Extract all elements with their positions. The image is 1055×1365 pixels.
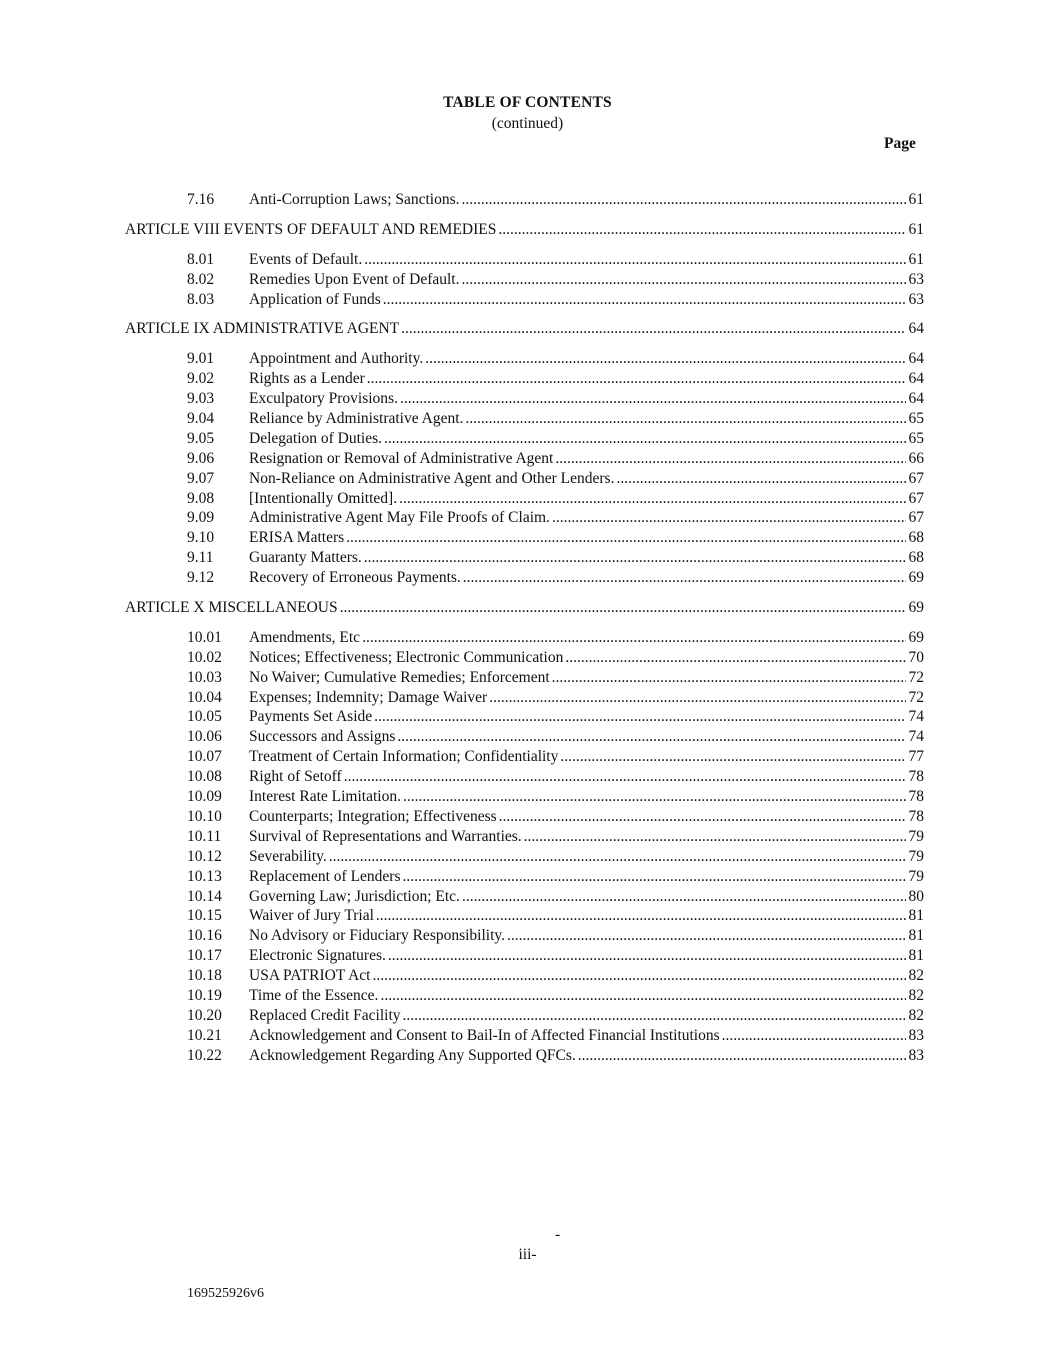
dot-leader [555,449,905,469]
section-number: 10.14 [187,887,222,905]
toc-entry [249,429,924,449]
toc-entry [249,946,924,966]
toc-entry [125,598,924,618]
entry-title: Non-Reliance on Administrative Agent and Other Lenders. [249,469,615,487]
dot-leader [340,598,906,618]
toc-entry [249,290,924,310]
entry-page-number: 69 [908,599,924,617]
toc-entry [249,389,924,409]
entry-page-number: 65 [908,410,924,428]
entry-page-number: 72 [908,688,924,706]
section-number: 10.03 [187,668,222,686]
toc-entry [249,489,924,509]
toc-entry [249,270,924,290]
entry-title: Expenses; Indemnity; Damage Waiver [249,688,488,706]
toc-entry [249,926,924,946]
toc-section-row [0,489,1055,509]
section-number: 10.10 [187,807,222,825]
section-number: 10.04 [187,688,222,706]
dot-leader [463,568,906,588]
section-number: 9.11 [187,549,214,567]
entry-page-number: 67 [908,469,924,487]
toc-section-row [0,767,1055,787]
entry-title: ERISA Matters [249,529,345,547]
section-number: 10.11 [187,827,222,845]
toc-section-row [0,847,1055,867]
toc-section-row [0,449,1055,469]
entry-title: Appointment and Authority. [249,350,424,368]
toc-entry [249,787,924,807]
entry-title: Governing Law; Jurisdiction; Etc. [249,887,460,905]
entry-page-number: 63 [908,270,924,288]
entry-page-number: 61 [908,220,924,238]
entry-title: Application of Funds [249,290,381,308]
entry-title: Successors and Assigns [249,728,396,746]
entry-title: Waiver of Jury Trial [249,907,374,925]
toc-section-row [0,747,1055,767]
section-number: 9.04 [187,410,215,428]
dot-leader [399,489,905,509]
entry-title: Treatment of Certain Information; Confidentiality [249,748,559,766]
entry-page-number: 72 [908,668,924,686]
toc-entry [125,220,924,240]
section-number: 10.05 [187,708,222,726]
entry-title: Acknowledgement and Consent to Bail-In of Affected Financial Institutions [249,1026,720,1044]
toc-entry [249,369,924,389]
entry-page-number: 78 [908,768,924,786]
toc-section-row [0,1046,1055,1066]
section-number: 9.06 [187,449,215,467]
toc-section-row [0,787,1055,807]
entry-title: Notices; Effectiveness; Electronic Communication [249,648,564,666]
dot-leader [364,250,905,270]
dot-leader [383,290,906,310]
toc-entry [249,986,924,1006]
toc-section-row [0,369,1055,389]
section-number: 10.17 [187,947,222,965]
section-number: 7.16 [187,191,215,208]
toc-entry [249,727,924,747]
entry-title: Exculpatory Provisions. [249,390,398,408]
entry-title: Anti-Corruption Laws; Sanctions. [249,191,460,208]
dot-leader [552,508,906,528]
entry-title: No Advisory or Fiduciary Responsibility. [249,927,506,945]
entry-page-number: 82 [908,1006,924,1024]
dot-leader [397,727,905,747]
toc-section-row [0,867,1055,887]
dot-leader [552,668,906,688]
entry-page-number: 81 [908,927,924,945]
entry-page-number: 77 [908,748,924,766]
dot-leader [462,190,906,210]
entry-page-number: 81 [908,947,924,965]
entry-title: USA PATRIOT Act [249,967,371,985]
section-number: 9.01 [187,350,215,368]
toc-section-row [0,628,1055,648]
section-number: 10.15 [187,907,222,925]
dot-leader [578,1046,906,1066]
entry-page-number: 64 [908,370,924,388]
toc-subtitle: (continued) [491,115,564,132]
toc-section-row [0,887,1055,907]
entry-page-number: 61 [908,250,924,268]
entry-title: Counterparts; Integration; Effectiveness [249,807,497,825]
toc-section-row [0,548,1055,568]
dot-leader [524,827,906,847]
toc-section-row [0,707,1055,727]
entry-page-number: 82 [908,967,924,985]
entry-title: Replacement of Lenders [249,867,401,885]
entry-title: Electronic Signatures. [249,947,386,965]
toc-entry [249,807,924,827]
dot-leader [372,966,905,986]
dot-leader [388,946,906,966]
dot-leader [461,270,905,290]
entry-page-number: 68 [908,549,924,567]
dot-leader [560,747,905,767]
dot-leader [507,926,905,946]
dot-leader [400,389,906,409]
toc-section-row [0,528,1055,548]
toc-entry [249,250,924,270]
toc-section-row [0,389,1055,409]
toc-section-row [0,1026,1055,1046]
entry-page-number: 78 [908,807,924,825]
dot-leader [462,887,906,907]
toc-section-row [0,727,1055,747]
toc-title: TABLE OF CONTENTS [443,94,612,111]
entry-page-number: 64 [908,350,924,368]
toc-article-row [0,220,1055,240]
entry-title: Administrative Agent May File Proofs of Claim. [249,509,550,527]
entry-title: ARTICLE VIII EVENTS OF DEFAULT AND REMEDIES [125,220,497,238]
entry-page-number: 63 [908,290,924,308]
section-number: 10.13 [187,867,222,885]
dot-leader [329,847,906,867]
toc-entry [249,887,924,907]
toc-section-row [0,648,1055,668]
toc-section-row [0,926,1055,946]
toc-section-row [0,429,1055,449]
entry-page-number: 68 [908,529,924,547]
toc-section-row [0,290,1055,310]
toc-entry [249,449,924,469]
dot-leader [384,429,905,449]
entry-title: Right of Setoff [249,768,342,786]
toc-section-row [0,190,1055,210]
section-number: 10.12 [187,847,222,865]
entry-page-number: 69 [908,628,924,646]
section-number: 10.22 [187,1046,222,1064]
entry-title: Payments Set Aside [249,708,373,726]
toc-entry [249,827,924,847]
section-number: 9.12 [187,569,215,587]
dot-leader [374,707,905,727]
toc-entry [249,747,924,767]
toc-section-row [0,349,1055,369]
toc-entry [249,867,924,887]
section-number: 10.18 [187,967,222,985]
section-number: 10.06 [187,728,222,746]
entry-page-number: 81 [908,907,924,925]
entry-title: Interest Rate Limitation. [249,788,401,806]
document-id: 169525926v6 [187,1286,264,1301]
entry-page-number: 66 [908,449,924,467]
toc-section-row [0,1006,1055,1026]
toc-entry [249,668,924,688]
section-number: 8.01 [187,250,215,268]
toc-entry [249,1046,924,1066]
entry-title: Rights as a Lender [249,370,365,388]
dot-leader [465,409,905,429]
section-number: 9.08 [187,489,215,507]
entry-page-number: 61 [908,191,924,208]
section-number: 10.20 [187,1006,222,1024]
dot-leader [616,469,905,489]
toc-list [0,190,1055,1066]
entry-page-number: 79 [908,827,924,845]
entry-page-number: 83 [908,1046,924,1064]
entry-page-number: 74 [908,728,924,746]
dot-leader [362,628,905,648]
entry-title: Amendments, Etc [249,628,361,646]
entry-title: [Intentionally Omitted]. [249,489,398,507]
page-column-heading: Page [884,135,916,152]
section-number: 9.05 [187,429,215,447]
section-number: 10.01 [187,628,222,646]
entry-title: Reliance by Administrative Agent. [249,410,464,428]
toc-entry [249,528,924,548]
entry-title: Acknowledgement Regarding Any Supported QFCs. [249,1046,576,1064]
entry-title: Remedies Upon Event of Default. [249,270,460,288]
section-number: 10.21 [187,1026,222,1044]
entry-page-number: 78 [908,788,924,806]
dot-leader [403,1006,906,1026]
toc-entry [249,469,924,489]
toc-section-row [0,906,1055,926]
entry-title: No Waiver; Cumulative Remedies; Enforcement [249,668,550,686]
entry-title: Replaced Credit Facility [249,1006,401,1024]
toc-entry [249,628,924,648]
toc-section-row [0,688,1055,708]
entry-title: Time of the Essence. [249,986,379,1004]
dot-leader [565,648,905,668]
section-number: 9.10 [187,529,215,547]
section-number: 8.02 [187,270,215,288]
toc-section-row [0,469,1055,489]
dot-leader [425,349,905,369]
toc-section-row [0,986,1055,1006]
toc-entry [249,508,924,528]
toc-section-row [0,250,1055,270]
section-number: 9.03 [187,390,215,408]
toc-entry [249,906,924,926]
entry-title: ARTICLE IX ADMINISTRATIVE AGENT [125,320,400,338]
section-number: 10.16 [187,927,222,945]
toc-article-row [0,319,1055,339]
entry-page-number: 79 [908,847,924,865]
toc-section-row [0,668,1055,688]
entry-page-number: 67 [908,509,924,527]
page-number: iii- [518,1246,537,1263]
toc-entry [249,349,924,369]
entry-page-number: 64 [908,320,924,338]
toc-section-row [0,827,1055,847]
section-number: 9.02 [187,370,215,388]
toc-entry [249,688,924,708]
dot-leader [401,319,905,339]
dot-leader [498,220,905,240]
entry-title: Recovery of Erroneous Payments. [249,569,461,587]
entry-page-number: 83 [908,1026,924,1044]
toc-entry [249,1026,924,1046]
dot-leader [403,867,906,887]
entry-title: Severability. [249,847,327,865]
dot-leader [367,369,906,389]
toc-entry [249,1006,924,1026]
toc-section-row [0,508,1055,528]
toc-entry [249,648,924,668]
footer-dash: - [555,1226,561,1243]
dot-leader [489,688,905,708]
section-number: 9.09 [187,509,215,527]
dot-leader [403,787,906,807]
dot-leader [380,986,905,1006]
toc-entry [249,568,924,588]
section-number: 10.07 [187,748,222,766]
toc-section-row [0,270,1055,290]
toc-section-row [0,568,1055,588]
toc-section-row [0,946,1055,966]
toc-entry [249,409,924,429]
entry-title: Survival of Representations and Warranties. [249,827,522,845]
toc-entry [125,319,924,339]
entry-title: Events of Default. [249,250,363,268]
entry-title: Delegation of Duties. [249,429,383,447]
dot-leader [376,906,906,926]
entry-page-number: 82 [908,986,924,1004]
toc-section-row [0,966,1055,986]
entry-title: ARTICLE X MISCELLANEOUS [125,599,338,617]
section-number: 10.09 [187,788,222,806]
entry-title: Guaranty Matters. [249,549,362,567]
section-number: 8.03 [187,290,215,308]
section-number: 10.08 [187,768,222,786]
entry-title: Resignation or Removal of Administrative Agent [249,449,554,467]
section-number: 9.07 [187,469,215,487]
entry-page-number: 65 [908,429,924,447]
toc-entry [249,966,924,986]
toc-entry [249,767,924,787]
toc-entry [249,190,924,210]
toc-entry [249,548,924,568]
entry-page-number: 69 [908,569,924,587]
dot-leader [346,528,905,548]
entry-page-number: 74 [908,708,924,726]
toc-section-row [0,409,1055,429]
entry-page-number: 80 [908,887,924,905]
dot-leader [364,548,906,568]
entry-page-number: 70 [908,648,924,666]
toc-article-row [0,598,1055,618]
section-number: 10.19 [187,986,222,1004]
entry-page-number: 64 [908,390,924,408]
entry-page-number: 67 [908,489,924,507]
toc-entry [249,707,924,727]
toc-entry [249,847,924,867]
dot-leader [499,807,906,827]
dot-leader [722,1026,906,1046]
entry-page-number: 79 [908,867,924,885]
dot-leader [344,767,906,787]
section-number: 10.02 [187,648,222,666]
toc-section-row [0,807,1055,827]
